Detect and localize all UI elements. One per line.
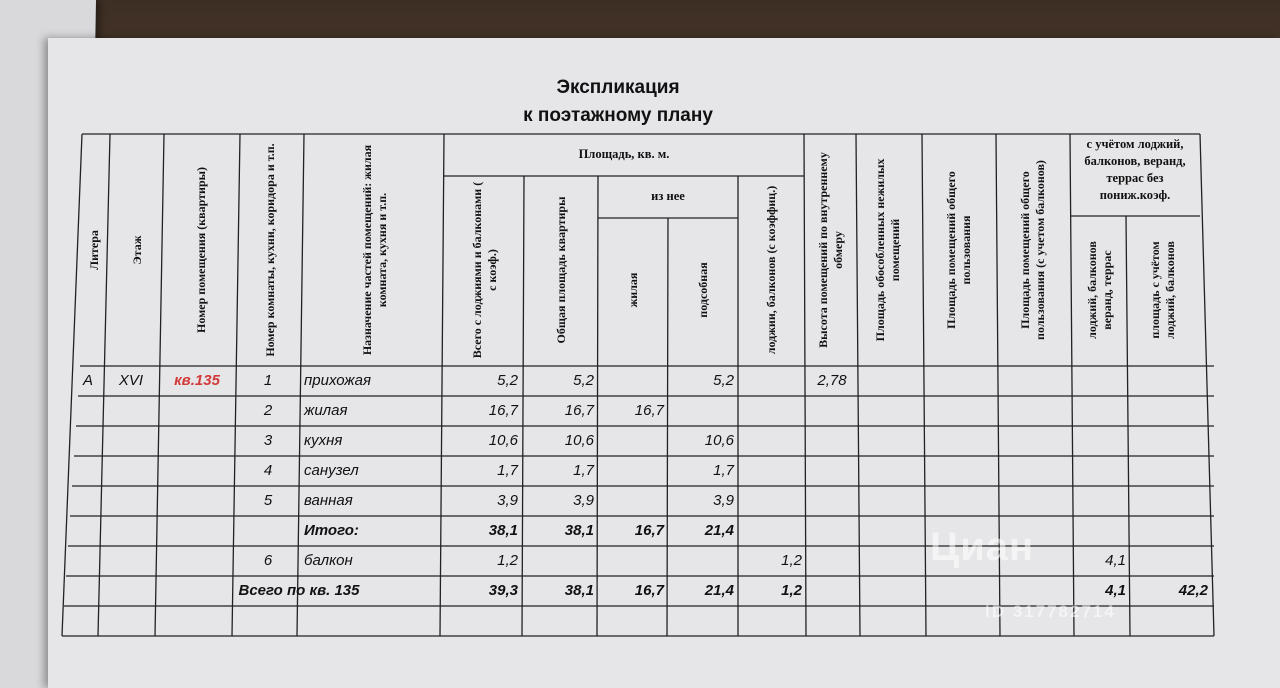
header-obshchego-s-uchetom: Площадь помещений общего пользования (с учетом балконов) — [1018, 160, 1047, 340]
row-7-lv: 4,1 — [1105, 552, 1126, 569]
row-4-name: санузел — [304, 462, 359, 479]
watermark-id: ID 317782714 — [985, 602, 1116, 621]
row-6-obshch: 38,1 — [564, 522, 594, 539]
row-1-litera: А — [82, 372, 93, 389]
header-etazh: Этаж — [129, 235, 144, 265]
header-obosoblennye: Площадь обособленных нежилых помещений — [873, 158, 902, 342]
row-3-num: 3 — [263, 432, 273, 449]
row-2-vsego: 16,7 — [488, 402, 518, 419]
row-4-vsego: 1,7 — [497, 462, 518, 479]
row-5-name: ванная — [304, 492, 353, 509]
header-obshchego: Площадь помещений общего пользования — [944, 171, 973, 329]
row-2-zhil: 16,7 — [634, 402, 664, 419]
row-1-vys: 2,78 — [817, 372, 847, 389]
row-6-zhil: 16,7 — [634, 522, 664, 539]
total-lv: 4,1 — [1105, 582, 1126, 599]
row-6-podsob: 21,4 — [704, 522, 734, 539]
total-obshch: 38,1 — [564, 582, 594, 599]
row-5-vsego: 3,9 — [497, 492, 518, 509]
row-5-podsob: 3,9 — [713, 492, 734, 509]
header-s-uchetom: с учётом лоджий, балконов, веранд, террас без пониж.коэф. — [1084, 137, 1186, 202]
row-2-num: 2 — [263, 402, 273, 419]
row-3-obshch: 10,6 — [564, 432, 594, 449]
row-6-vsego: 38,1 — [488, 522, 518, 539]
row-3-name: кухня — [304, 432, 343, 449]
total-zhil: 16,7 — [634, 582, 664, 599]
header-ploshchad: Площадь, кв. м. — [578, 147, 670, 161]
total-label: Всего по кв. 135 — [238, 582, 360, 599]
header-nomer-komnaty: Номер комнаты, кухни, коридора и т.п. — [262, 143, 277, 357]
row-1-obshch: 5,2 — [573, 372, 594, 389]
header-iz-nee: из нее — [651, 189, 685, 203]
header-obshchaya: Общая площадь квартиры — [553, 196, 568, 344]
header-podsobnaya: подсобная — [695, 262, 710, 318]
header-lodzhii: лоджии, балконов (с коэффиц.) — [763, 185, 778, 355]
title-line-1: Экспликация — [556, 77, 680, 98]
row-1-etazh: XVI — [118, 372, 144, 389]
header-zhilaya: жилая — [625, 272, 640, 308]
total-vsego: 39,3 — [488, 582, 518, 599]
total-ps: 42,2 — [1178, 582, 1208, 599]
row-4-podsob: 1,7 — [713, 462, 734, 479]
row-1-num: 1 — [263, 372, 273, 389]
row-4-obshch: 1,7 — [573, 462, 594, 479]
row-1-podsob: 5,2 — [713, 372, 734, 389]
total-lodzh: 1,2 — [781, 582, 802, 599]
row-4-num: 4 — [263, 462, 273, 479]
title-line-2: к поэтажному плану — [523, 105, 713, 126]
watermark-brand: Циан — [930, 525, 1035, 569]
row-7-name: балкон — [304, 552, 353, 569]
row-7-lodzh: 1,2 — [781, 552, 802, 569]
row-6-name: Итого: — [304, 522, 359, 539]
row-2-obshch: 16,7 — [564, 402, 594, 419]
header-nomer-pomeshcheniya: Номер помещения (квартиры) — [193, 167, 208, 333]
row-1-name: прихожая — [304, 372, 371, 389]
total-podsob: 21,4 — [704, 582, 734, 599]
header-litera: Литера — [86, 230, 101, 270]
header-vsego: Всего с лоджиями и балконами ( с коэф.) — [470, 181, 499, 359]
header-naznachenie: Назначение частей помещений: жилая комната, кухня и т.п. — [360, 144, 389, 356]
row-1-kv: кв.135 — [174, 372, 220, 389]
row-7-vsego: 1,2 — [497, 552, 518, 569]
row-5-obshch: 3,9 — [573, 492, 594, 509]
row-3-podsob: 10,6 — [704, 432, 734, 449]
header-lodzhiy-verand: лоджий, балконов веранд, террас — [1085, 241, 1114, 339]
row-7-num: 6 — [263, 552, 273, 569]
row-5-num: 5 — [263, 492, 273, 509]
row-2-name: жилая — [304, 402, 348, 419]
row-3-vsego: 10,6 — [488, 432, 518, 449]
row-1-vsego: 5,2 — [497, 372, 518, 389]
header-ploshchad-s-uchetom: площадь с учётом лоджий, балконов — [1148, 241, 1177, 339]
header-vysota: Высота помещений по внутреннему обмеру — [816, 152, 845, 348]
